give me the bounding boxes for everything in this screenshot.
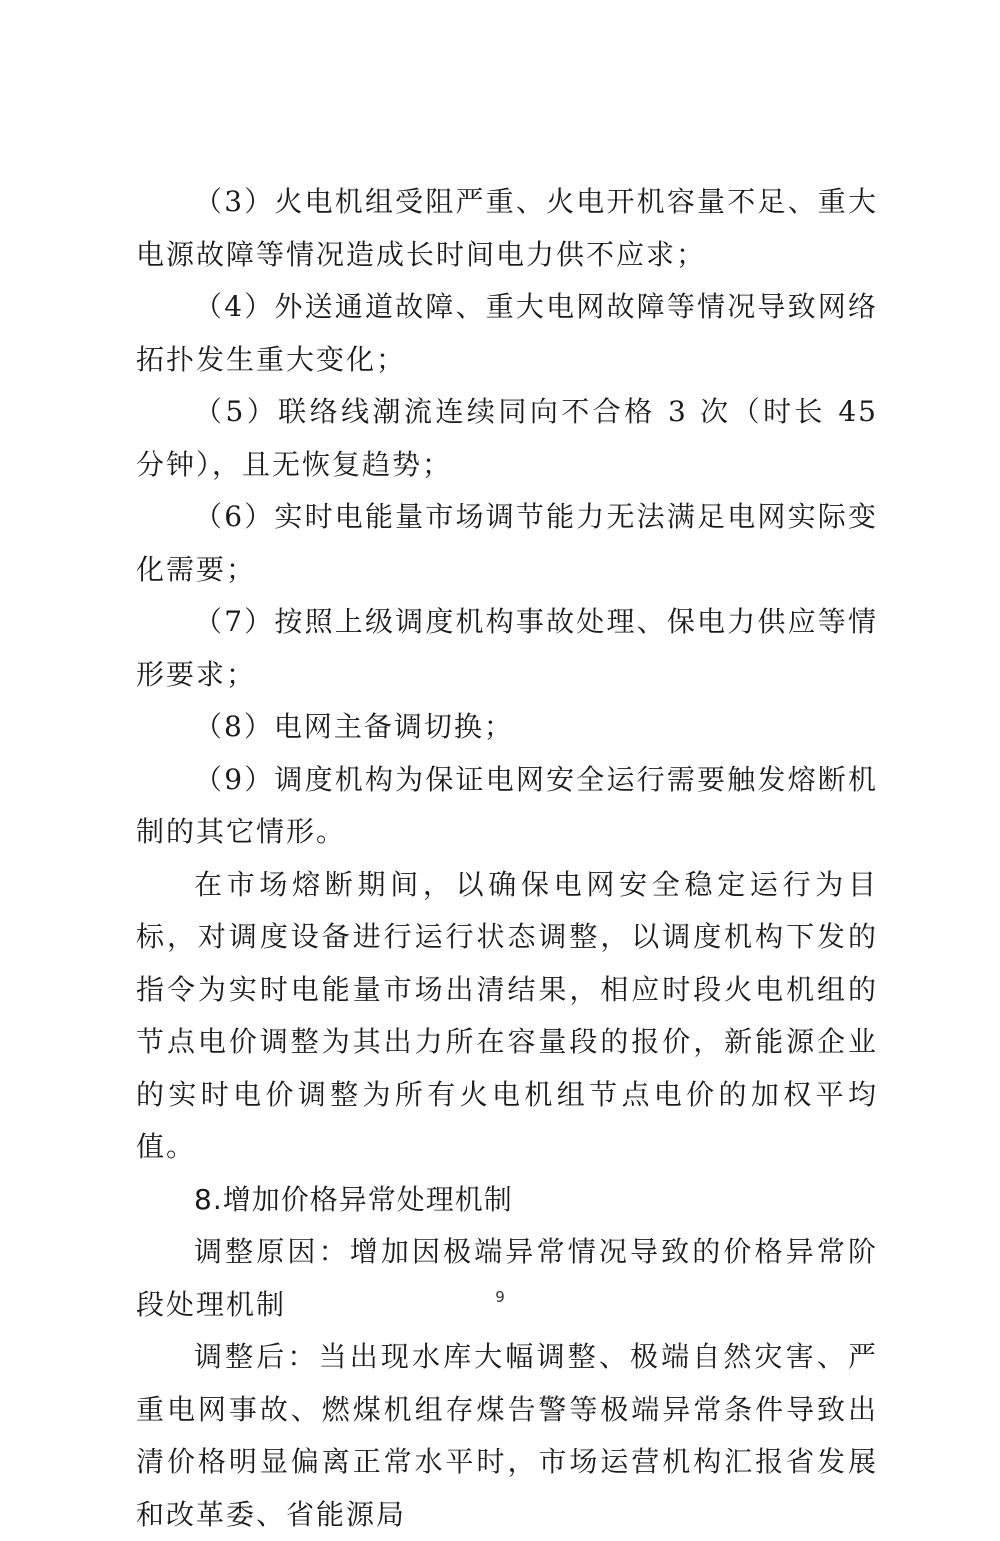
list-item-8: （8）电网主备调切换； <box>194 710 514 743</box>
page-number: 9 <box>495 1288 505 1306</box>
list-item-6: （6）实时电能量市场调节能力无法满足电网实际变化需要； <box>136 500 878 586</box>
adjustment-after: 调整后：当出现水库大幅调整、极端自然灾害、严重电网事故、燃煤机组存煤告警等极端异常条件导致出清价格明显偏离正常水平时，市场运营机构汇报省发展和改革委、省能源局 <box>136 1340 878 1531</box>
list-item-4: （4）外送通道故障、重大电网故障等情况导致网络拓扑发生重大变化； <box>136 290 878 376</box>
list-item-5: （5）联络线潮流连续同向不合格 3 次（时长 45 分钟），且无恢复趋势； <box>136 395 878 481</box>
section-heading: 8.增加价格异常处理机制 <box>194 1182 513 1216</box>
document-body <box>136 176 878 1541</box>
circuit-breaker-paragraph: 在市场熔断期间，以确保电网安全稳定运行为目标，对调度设备进行运行状态调整，以调度机构下发的指令为实时电能量市场出清结果，相应时段火电机组的节点电价调整为其出力所在容量段的报价，新能源企业的实时电价调整为所有火电机组节点电价的加权平均值。 <box>136 867 878 1163</box>
list-item-7: （7）按照上级调度机构事故处理、保电力供应等情形要求； <box>136 605 878 691</box>
list-item-3: （3）火电机组受阻严重、火电开机容量不足、重大电源故障等情况造成长时间电力供不应求； <box>136 185 878 271</box>
adjustment-reason: 调整原因：增加因极端异常情况导致的价格异常阶段处理机制 <box>136 1235 878 1321</box>
list-item-9: （9）调度机构为保证电网安全运行需要触发熔断机制的其它情形。 <box>136 762 878 848</box>
